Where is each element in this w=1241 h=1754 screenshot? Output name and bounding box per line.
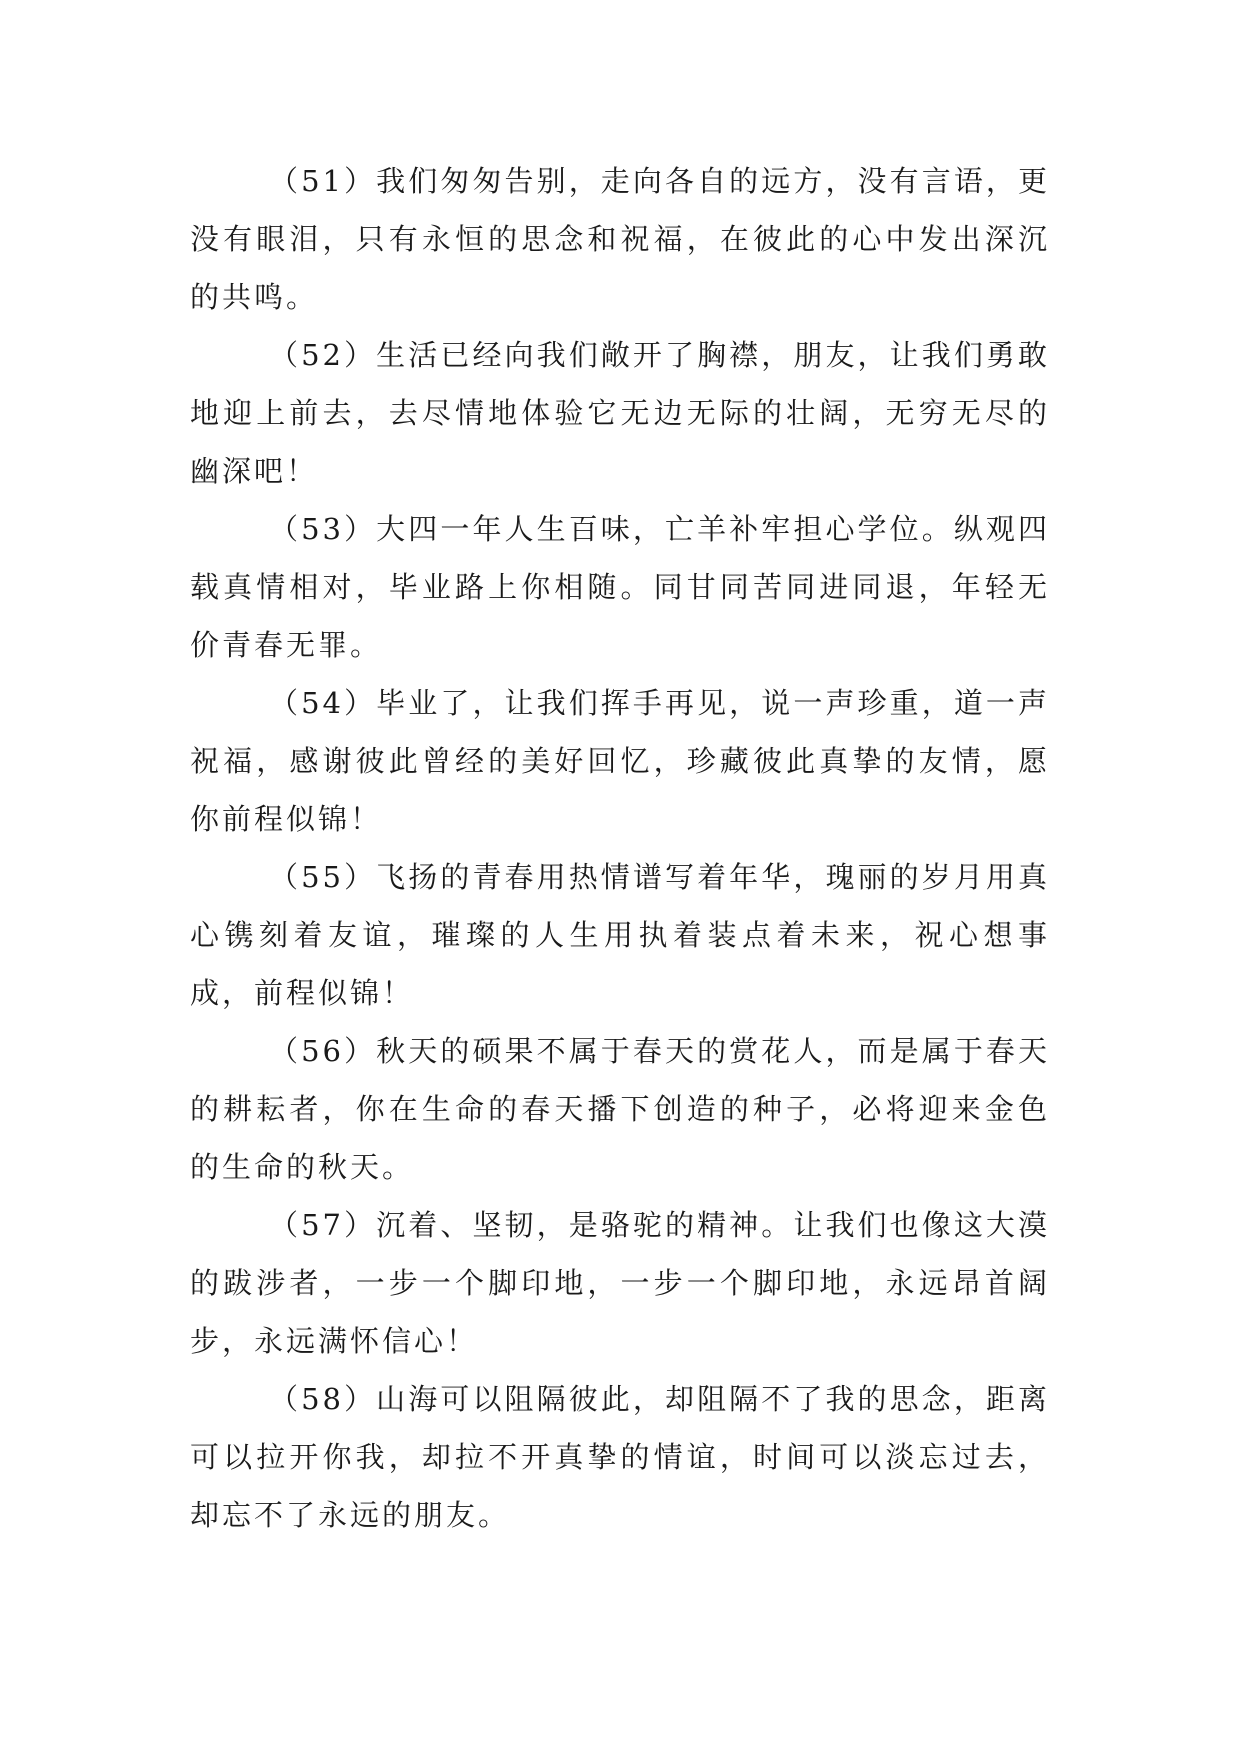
paragraph-56: （56）秋天的硕果不属于春天的赏花人，而是属于春天的耕耘者，你在生命的春天播下创造的种子，必将迎来金色的生命的秋天。 [190,1034,1050,1184]
paragraph-57: （57）沉着、坚韧，是骆驼的精神。让我们也像这大漠的跋涉者，一步一个脚印地，一步一个脚印地，永远昂首阔步，永远满怀信心！ [190,1208,1050,1358]
paragraph-53: （53）大四一年人生百味，亡羊补牢担心学位。纵观四载真情相对，毕业路上你相随。同甘同苦同进同退，年轻无价青春无罪。 [190,512,1050,662]
paragraph-58: （58）山海可以阻隔彼此，却阻隔不了我的思念，距离可以拉开你我，却拉不开真挚的情谊，时间可以淡忘过去，却忘不了永远的朋友。 [190,1382,1050,1532]
paragraph-51: （51）我们匆匆告别，走向各自的远方，没有言语，更没有眼泪，只有永恒的思念和祝福，在彼此的心中发出深沉的共鸣。 [190,164,1050,314]
paragraph-54: （54）毕业了，让我们挥手再见，说一声珍重，道一声祝福，感谢彼此曾经的美好回忆，珍藏彼此真挚的友情，愿你前程似锦！ [190,686,1050,836]
document-body [190,152,1050,1544]
paragraph-55: （55）飞扬的青春用热情谱写着年华，瑰丽的岁月用真心镌刻着友谊，璀璨的人生用执着装点着未来，祝心想事成，前程似锦！ [190,860,1050,1010]
paragraph-52: （52）生活已经向我们敞开了胸襟，朋友，让我们勇敢地迎上前去，去尽情地体验它无边无际的壮阔，无穷无尽的幽深吧！ [190,338,1050,488]
